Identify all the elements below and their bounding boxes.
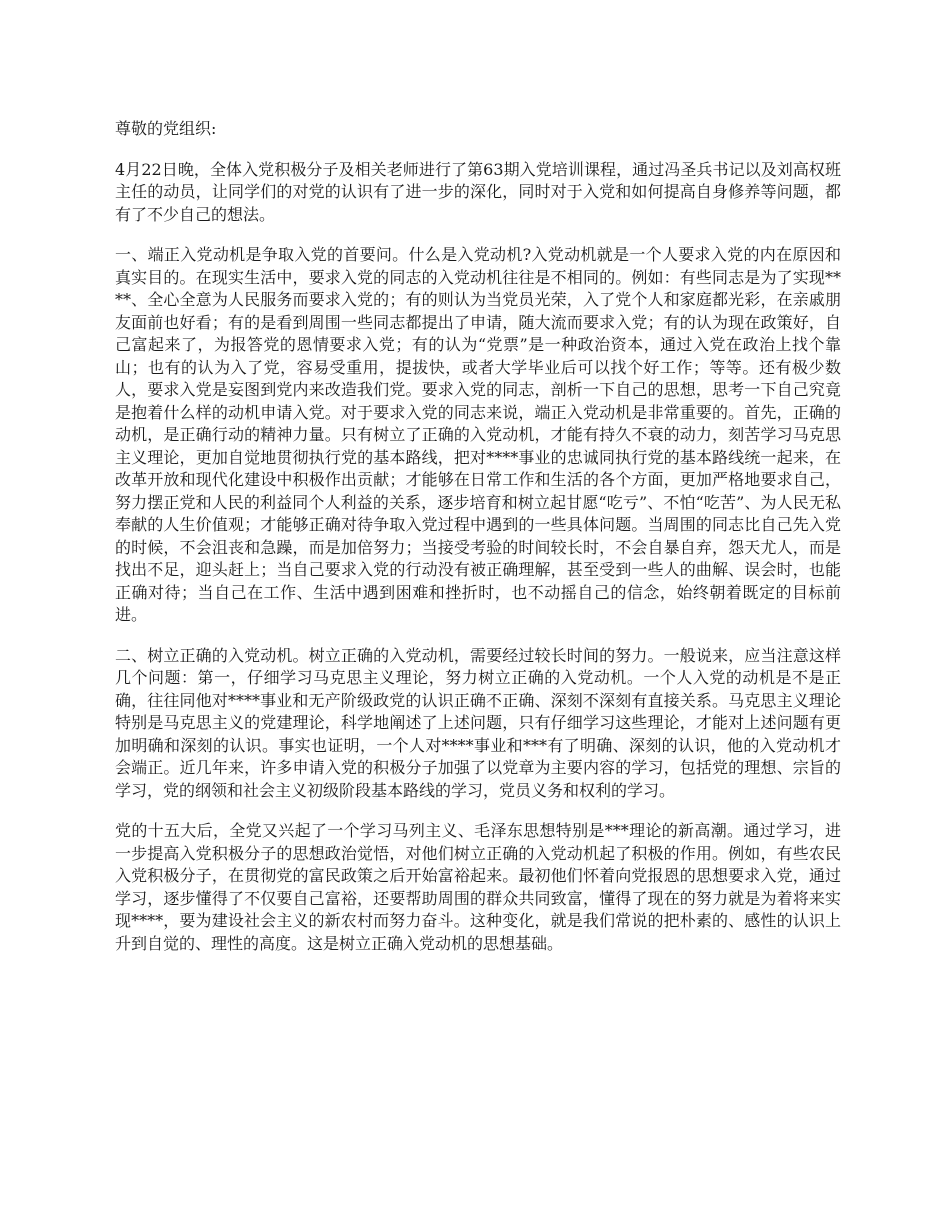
document-page	[115, 118, 841, 973]
paragraph-intro: 4月22日晚，全体入党积极分子及相关老师进行了第63期入党培训课程，通过冯圣兵书记以及刘高权班主任的动员，让同学们的对党的认识有了进一步的深化，同时对于入党和如何提高自身修养等问题，都有了不少自己的想法。	[115, 159, 841, 224]
paragraph-section-two: 二、树立正确的入党动机。树立正确的入党动机，需要经过较长时间的努力。一般说来，应当注意这样几个问题：第一，仔细学习马克思主义理论，努力树立正确的入党动机。一个人入党的动机是不是正确，往往同他对****事业和无产阶级政党的认识正确不正确、深刻不深刻有直接关系。马克思主义理论特别是马克思主义的党建理论，科学地阐述了上述问题，只有仔细学习这些理论，才能对上述问题有更加明确和深刻的认识。事实也证明，一个人对****事业和***有了明确、深刻的认识，他的入党动机才会端正。近几年来，许多申请入党的积极分子加强了以党章为主要内容的学习，包括党的理想、宗旨的学习，党的纲领和社会主义初级阶段基本路线的学习，党员义务和权利的学习。	[115, 645, 841, 800]
paragraph-conclusion: 党的十五大后，全党又兴起了一个学习马列主义、毛泽东思想特别是***理论的新高潮。通过学习，进一步提高入党积极分子的思想政治觉悟，对他们树立正确的入党动机起了积极的作用。例如，有些农民入党积极分子，在贯彻党的富民政策之后开始富裕起来。最初他们怀着向党报恩的思想要求入党，通过学习，逐步懂得了不仅要自己富裕，还要帮助周围的群众共同致富，懂得了现在的努力就是为着将来实现****，要为建设社会主义的新农村而努力奋斗。这种变化，就是我们常说的把朴素的、感性的认识上升到自觉的、理性的高度。这是树立正确入党动机的思想基础。	[115, 821, 841, 953]
salutation: 尊敬的党组织:	[115, 119, 217, 138]
paragraph-section-one: 一、端正入党动机是争取入党的首要问。什么是入党动机?入党动机就是一个人要求入党的内在原因和真实目的。在现实生活中，要求入党的同志的入党动机往往是不相同的。例如：有些同志是为了实现****、全心全意为人民服务而要求入党的；有的则认为当党员光荣，入了党个人和家庭都光彩，在亲戚朋友面前也好看；有的是看到周围一些同志都提出了申请，随大流而要求入党；有的认为现在政策好，自己富起来了，为报答党的恩情要求入党；有的认为“党票”是一种政治资本，通过入党在政治上找个靠山；也有的认为入了党，容易受重用，提拔快，或者大学毕业后可以找个好工作；等等。还有极少数人，要求入党是妄图到党内来改造我们党。要求入党的同志，剖析一下自己的思想，思考一下自己究竟是抱着什么样的动机申请入党。对于要求入党的同志来说，端正入党动机是非常重要的。首先，正确的动机，是正确行动的精神力量。只有树立了正确的入党动机，才能有持久不衰的动力，刻苦学习马克思主义理论，更加自觉地贯彻执行党的基本路线，把对****事业的忠诚同执行党的基本路线统一起来，在改革开放和现代化建设中积极作出贡献；才能够在日常工作和生活的各个方面，更加严格地要求自己，努力摆正党和人民的利益同个人利益的关系，逐步培育和树立起甘愿“吃亏”、不怕“吃苦”、为人民无私奉献的人生价值观；才能够正确对待争取入党过程中遇到的一些具体问题。当周围的同志比自己先入党的时候，不会沮丧和急躁，而是加倍努力；当接受考验的时间较长时，不会自暴自弃，怨天尤人，而是找出不足，迎头赶上；当自己要求入党的行动没有被正确理解，甚至受到一些人的曲解、误会时，也能正确对待；当自己在工作、生活中遇到困难和挫折时，也不动摇自己的信念，始终朝着既定的目标前进。	[115, 245, 841, 624]
